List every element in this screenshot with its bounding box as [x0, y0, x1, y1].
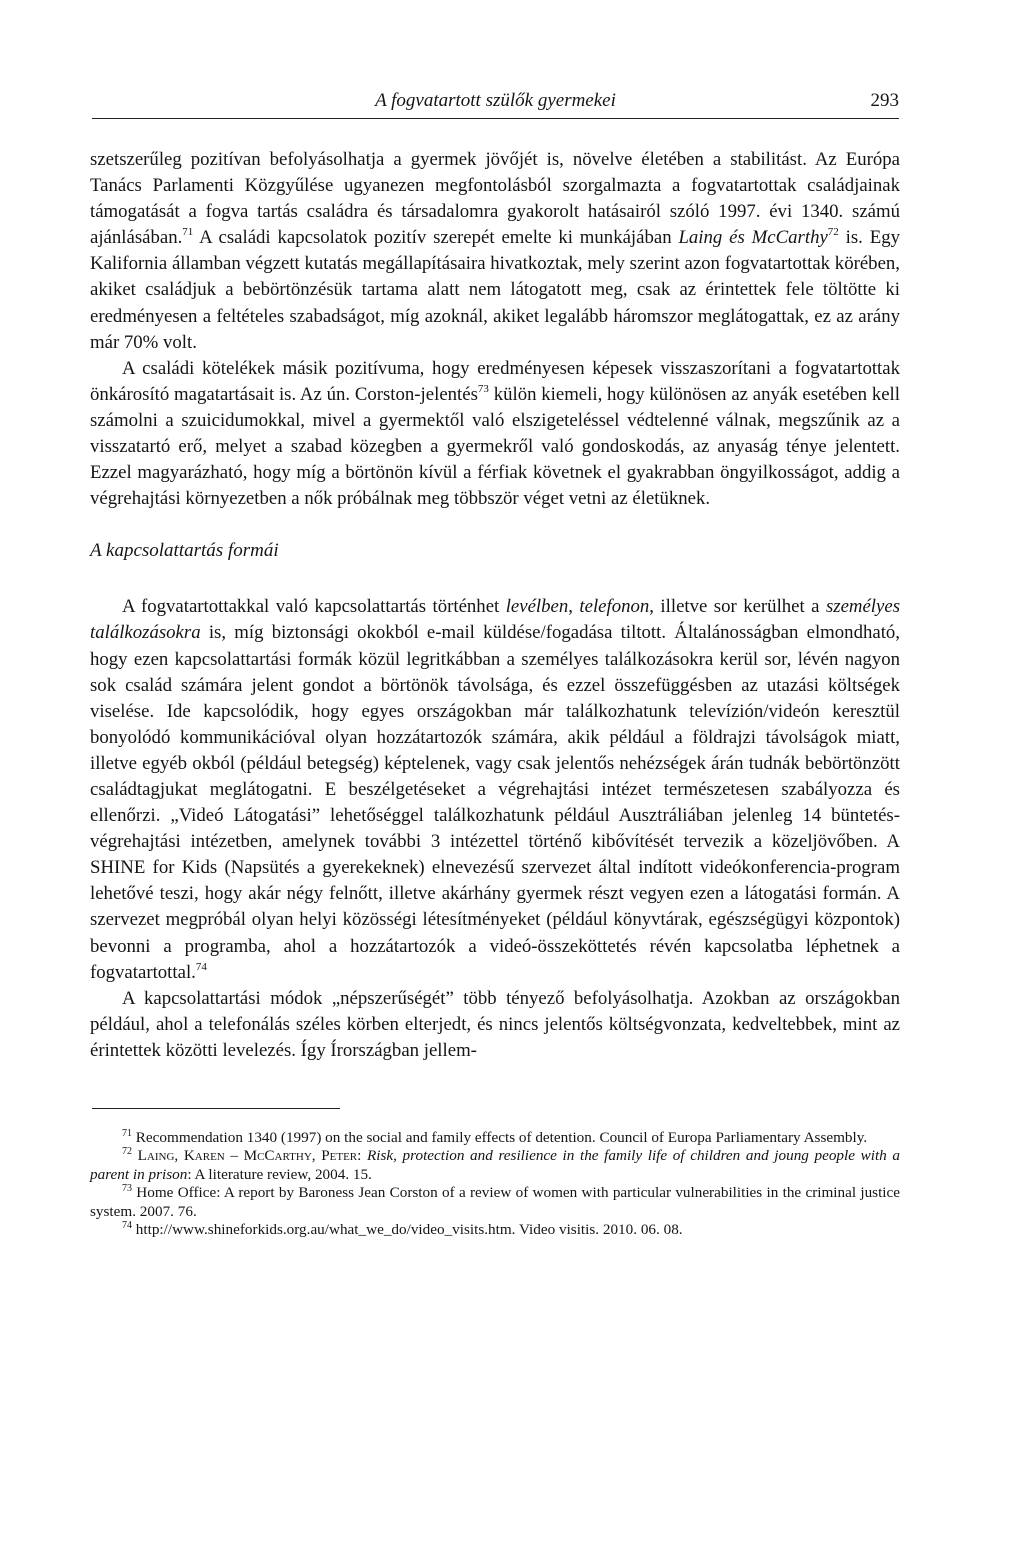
- paragraph-3-part-a: A fogvatartottakkal való kapcsolattartás történhet: [122, 596, 506, 618]
- running-title: A fogvatartott szülők gyermekei: [375, 90, 616, 111]
- footnotes: [90, 1129, 900, 1239]
- footnote-71-text: Recommendation 1340 (1997) on the social and family effects of detention. Council of Europa Parliamentary Assembly.: [132, 1129, 868, 1146]
- footnote-72-rest: : A literature review, 2004. 15.: [187, 1165, 372, 1183]
- paragraph-1-part-a: szetszerűleg pozitívan befolyásolhatja a gyermek jövőjét is, növelve életében a stabilitást. Az Európa Tanács Parlamenti Közgyűlése ugyanezen megfontolásból szorgalmazta a fogvatartottak családjainak támogatását a fogva tartás családra és társadalomra gyakorolt hatásairól szóló 1997. évi 1340. számú ajánlásában.: [90, 149, 900, 249]
- paragraph-3-part-c: is, míg biztonsági okokból e-mail küldése/fogadása tiltott. Általánosságban elmondható, hogy ezen kapcsolattartási formák közül legritkábban a személyes találkozásokra kerül sor, lévén nagyon sok család számára jelent gondot a börtönök távolsága, és ezzel összefüggésben az utazási költségek viselése. Ide kapcsolódik, hogy egyes országokban már találkozhatunk televízión/videón keresztül bonyolódó kommunikációval olyan hozzátartozók számára, akik például a földrajzi távolságok miatt, illetve egyéb okból (például betegség) képtelenek, vagy csak jelentős nehézségek árán tudnák bebörtönzött családtagjukat meglátogatni. E beszélgetéseket a végrehajtási intézet természetesen szabályozza és ellenőrzi. „Videó Látogatási” lehetőséggel találkozhatunk például Ausztráliában jelenleg 14 büntetés-végrehajtási intézetben, amelynek további 3 intézettel történő kibővítését tervezik a közeljövőben. A SHINE for Kids (Napsütés a gyerekeknek) elnevezésű szervezet által indított videókonferencia-program lehetővé teszi, hogy akár négy felnőtt, illetve akárhány gyermek részt vegyen ezen a látogatási formán. A szervezet megpróbál olyan helyi közösségi létesítményeket (például könyvtárak, egészségügyi központok) bevonni a programba, ahol a hozzátartozók a videó-összeköttetés révén kapcsolatba léphetnek a fogvatartottal.: [90, 622, 900, 983]
- footnote-72-authors: Laing, Karen – McCarthy, Peter:: [132, 1147, 367, 1165]
- paragraph-1-part-b: A családi kapcsolatok pozitív szerepét emelte ki munkájában: [193, 227, 679, 249]
- cited-authors: Laing és McCarthy: [678, 227, 828, 249]
- page-header: [92, 84, 899, 119]
- emphasis-letter: levélben: [505, 596, 569, 618]
- paragraph-1-part-c: is. Egy Kalifornia államban végzett kutatás megállapításaira hivatkoztak, mely szerint azon fogvatartottak körében, akiket családjuk a bebörtönzésük tartama alatt nem látogatott meg, csak az érintettek fele töltötte ki eredményesen a feltételes szabadságot, míg azoknál, akiket legalább háromszor meglátogattak, ez az arány már 70% volt.: [90, 227, 900, 353]
- footnote-73: [90, 1184, 900, 1221]
- footnote-number-74: 74: [122, 1220, 132, 1232]
- footnote-73-text: Home Office: A report by Baroness Jean Corston of a review of women with particular vulnerabilities in the criminal justice system. 2007. 76.: [90, 1184, 900, 1220]
- footnote-74: [90, 1221, 900, 1239]
- footnote-ref-71: 71: [182, 226, 194, 239]
- body-text: [90, 147, 900, 1064]
- paragraph-2-part-b: külön kiemeli, hogy különösen az anyák esetében kell számolni a szuicidumokkal, mivel a gyermektől való elszigeteléssel védtelenné válnak, megszűnik az a visszatartó erő, melyet a szabad közegben a gyermekről való gondoskodás, az anyaság ténye jelentett. Ezzel magyarázható, hogy míg a börtönön kívül a férfiak követnek el gyakrabban öngyilkosságot, addig a végrehajtási környezetben a nők próbálnak meg többször véget vetni az életüknek.: [90, 383, 900, 510]
- footnote-72: [90, 1147, 900, 1184]
- paragraph-3-part-b: , illetve sor kerülhet a: [649, 596, 826, 618]
- paragraph-1: [90, 147, 900, 356]
- footnote-divider: [92, 1108, 340, 1109]
- paragraph-2: [90, 356, 900, 513]
- paragraph-4: A kapcsolattartási módok „népszerűségét” több tényező befolyásolhatja. Azokban az országokban például, ahol a telefonálás széles körben elterjedt, és nincs jelentős költségvonzata, kedveltebbek, mint az érintettek közötti levelezés. Így Írországban jellem-: [90, 987, 900, 1061]
- footnote-74-text: http://www.shineforkids.org.au/what_we_do/video_visits.htm. Video visitis. 2010. 06. 08.: [132, 1221, 683, 1239]
- paragraph-2-part-a: A családi kötelékek másik pozitívuma, hogy eredményesen képesek visszaszorítani a fogvatartottak önkárosító magatartásait is. Az ún. Corston-jelentés: [90, 357, 900, 405]
- emphasis-phone: telefonon: [579, 596, 650, 618]
- footnote-number-72: 72: [122, 1146, 132, 1158]
- emphasis-separator: ,: [568, 596, 580, 618]
- footnote-71: [90, 1129, 900, 1147]
- page-number: 293: [870, 90, 899, 111]
- emphasis-personal-meetings: személyes találkozásokra: [90, 596, 901, 644]
- footnote-ref-73: 73: [477, 382, 489, 395]
- footnote-ref-72: 72: [827, 226, 839, 239]
- paragraph-3: [90, 594, 900, 985]
- footnote-number-71: 71: [122, 1128, 132, 1139]
- footnote-ref-74: 74: [195, 960, 207, 973]
- footnote-number-73: 73: [122, 1183, 132, 1195]
- section-heading: A kapcsolattartás formái: [90, 540, 279, 562]
- footnote-72-title: Risk, protection and resilience in the family life of children and joung people with a parent in prison: [90, 1147, 900, 1183]
